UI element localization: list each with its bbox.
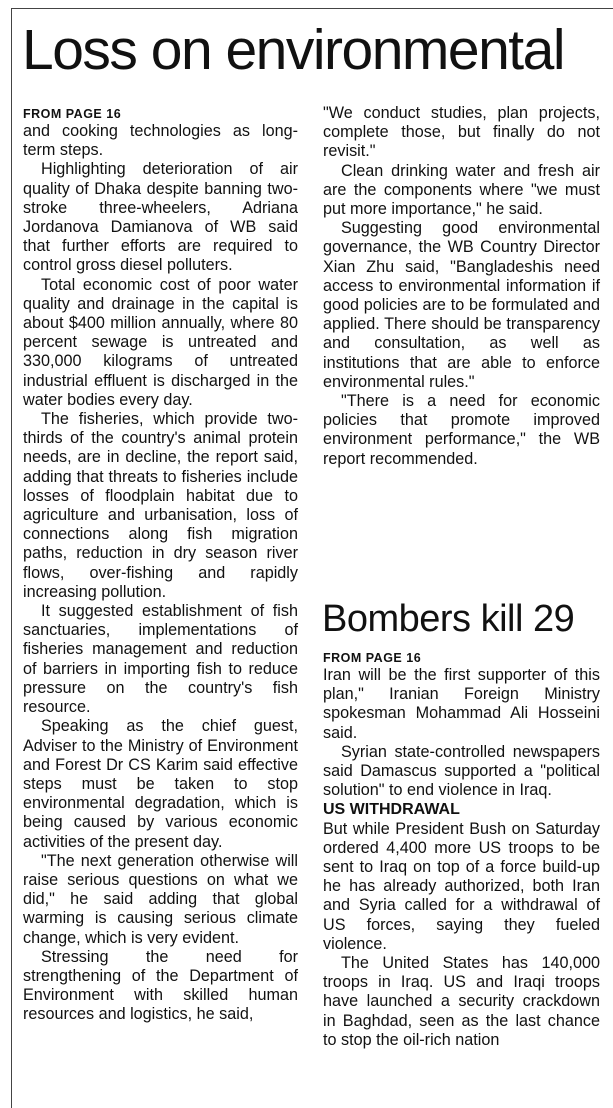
kicker-from-page: FROM PAGE 16 [23, 107, 122, 121]
paragraph: Speaking as the chief guest, Adviser to the Ministry of Environment and Forest Dr CS Karim said effective steps must be taken to stop environmental degradation, which is being caused by various economic activities of the present day. [23, 717, 298, 851]
story1-right-column [323, 104, 600, 469]
paragraph: But while President Bush on Saturday ordered 4,400 more US troops to be sent to Iraq on top of a force build-up he has already authorized, both Iran and Syria called for a withdrawal of US forces, saying they fueled violence. [323, 819, 600, 953]
paragraph: The fisheries, which provide two-thirds of the country's animal protein needs, are in decline, the report said, adding that threats to fisheries include losses of floodplain habitat due to agriculture and urbanisation, loss of connections along fish migration paths, reduction in dry season river flows, over-fishing and rapidly increasing pollution. [23, 410, 298, 601]
paragraph: Stressing the need for strengthening of the Department of Environment with skilled human resources and logistics, he said, [23, 947, 298, 1024]
paragraph: It suggested establishment of fish sanctuaries, implementations of fisheries management and reduction of barriers in importing fish to reduce pressure on the country's fish resource. [23, 602, 298, 717]
paragraph: Iran will be the first supporter of this plan," Iranian Foreign Ministry spokesman Mohammad Ali Hosseini said. [323, 666, 600, 742]
paragraph: Clean drinking water and fresh air are the components where "we must put more importance," he said. [323, 161, 600, 219]
paragraph: Suggesting good environmental governance, the WB Country Director Xian Zhu said, "Bangladeshis need access to environmental information if good policies are to be formulated and applied. There should be transparency and consultation, as well as institutions that are able to enforce environmental rules." [323, 219, 600, 391]
paragraph: "The next generation otherwise will raise serious questions on what we did," he said adding that global warming is causing serious climate change, which is very evident. [23, 851, 298, 947]
paragraph: "We conduct studies, plan projects, complete those, but finally do not revisit." [323, 104, 600, 161]
paragraph: "There is a need for economic policies that promote improved environment performance," the WB report recommended. [323, 392, 600, 468]
section-subhead: US WITHDRAWAL [323, 801, 460, 819]
headline: Loss on environmental [22, 18, 565, 82]
paragraph: Total economic cost of poor water quality and drainage in the capital is about $400 million annually, where 80 percent sewage is untreated and 330,000 kilograms of untreated industrial effluent is discharged in the water bodies every day. [23, 275, 298, 409]
kicker-from-page: FROM PAGE 16 [323, 651, 422, 665]
paragraph: The United States has 140,000 troops in Iraq. US and Iraqi troops have launched a security crackdown in Baghdad, seen as the last chance to stop the oil-rich nation [323, 954, 600, 1049]
paragraph: Syrian state-controlled newspapers said Damascus supported a "political solution" to end violence in Iraq. [323, 742, 600, 800]
story2-column [323, 650, 600, 1050]
paragraph: Highlighting deterioration of air quality of Dhaka despite banning two-stroke three-wheelers, Adriana Jordanova Damianova of WB said that further efforts are required to control gross diesel polluters. [23, 160, 298, 275]
sub-headline: Bombers kill 29 [322, 598, 575, 640]
story1-left-column [23, 106, 298, 1025]
paragraph: and cooking technologies as long-term steps. [23, 122, 298, 160]
